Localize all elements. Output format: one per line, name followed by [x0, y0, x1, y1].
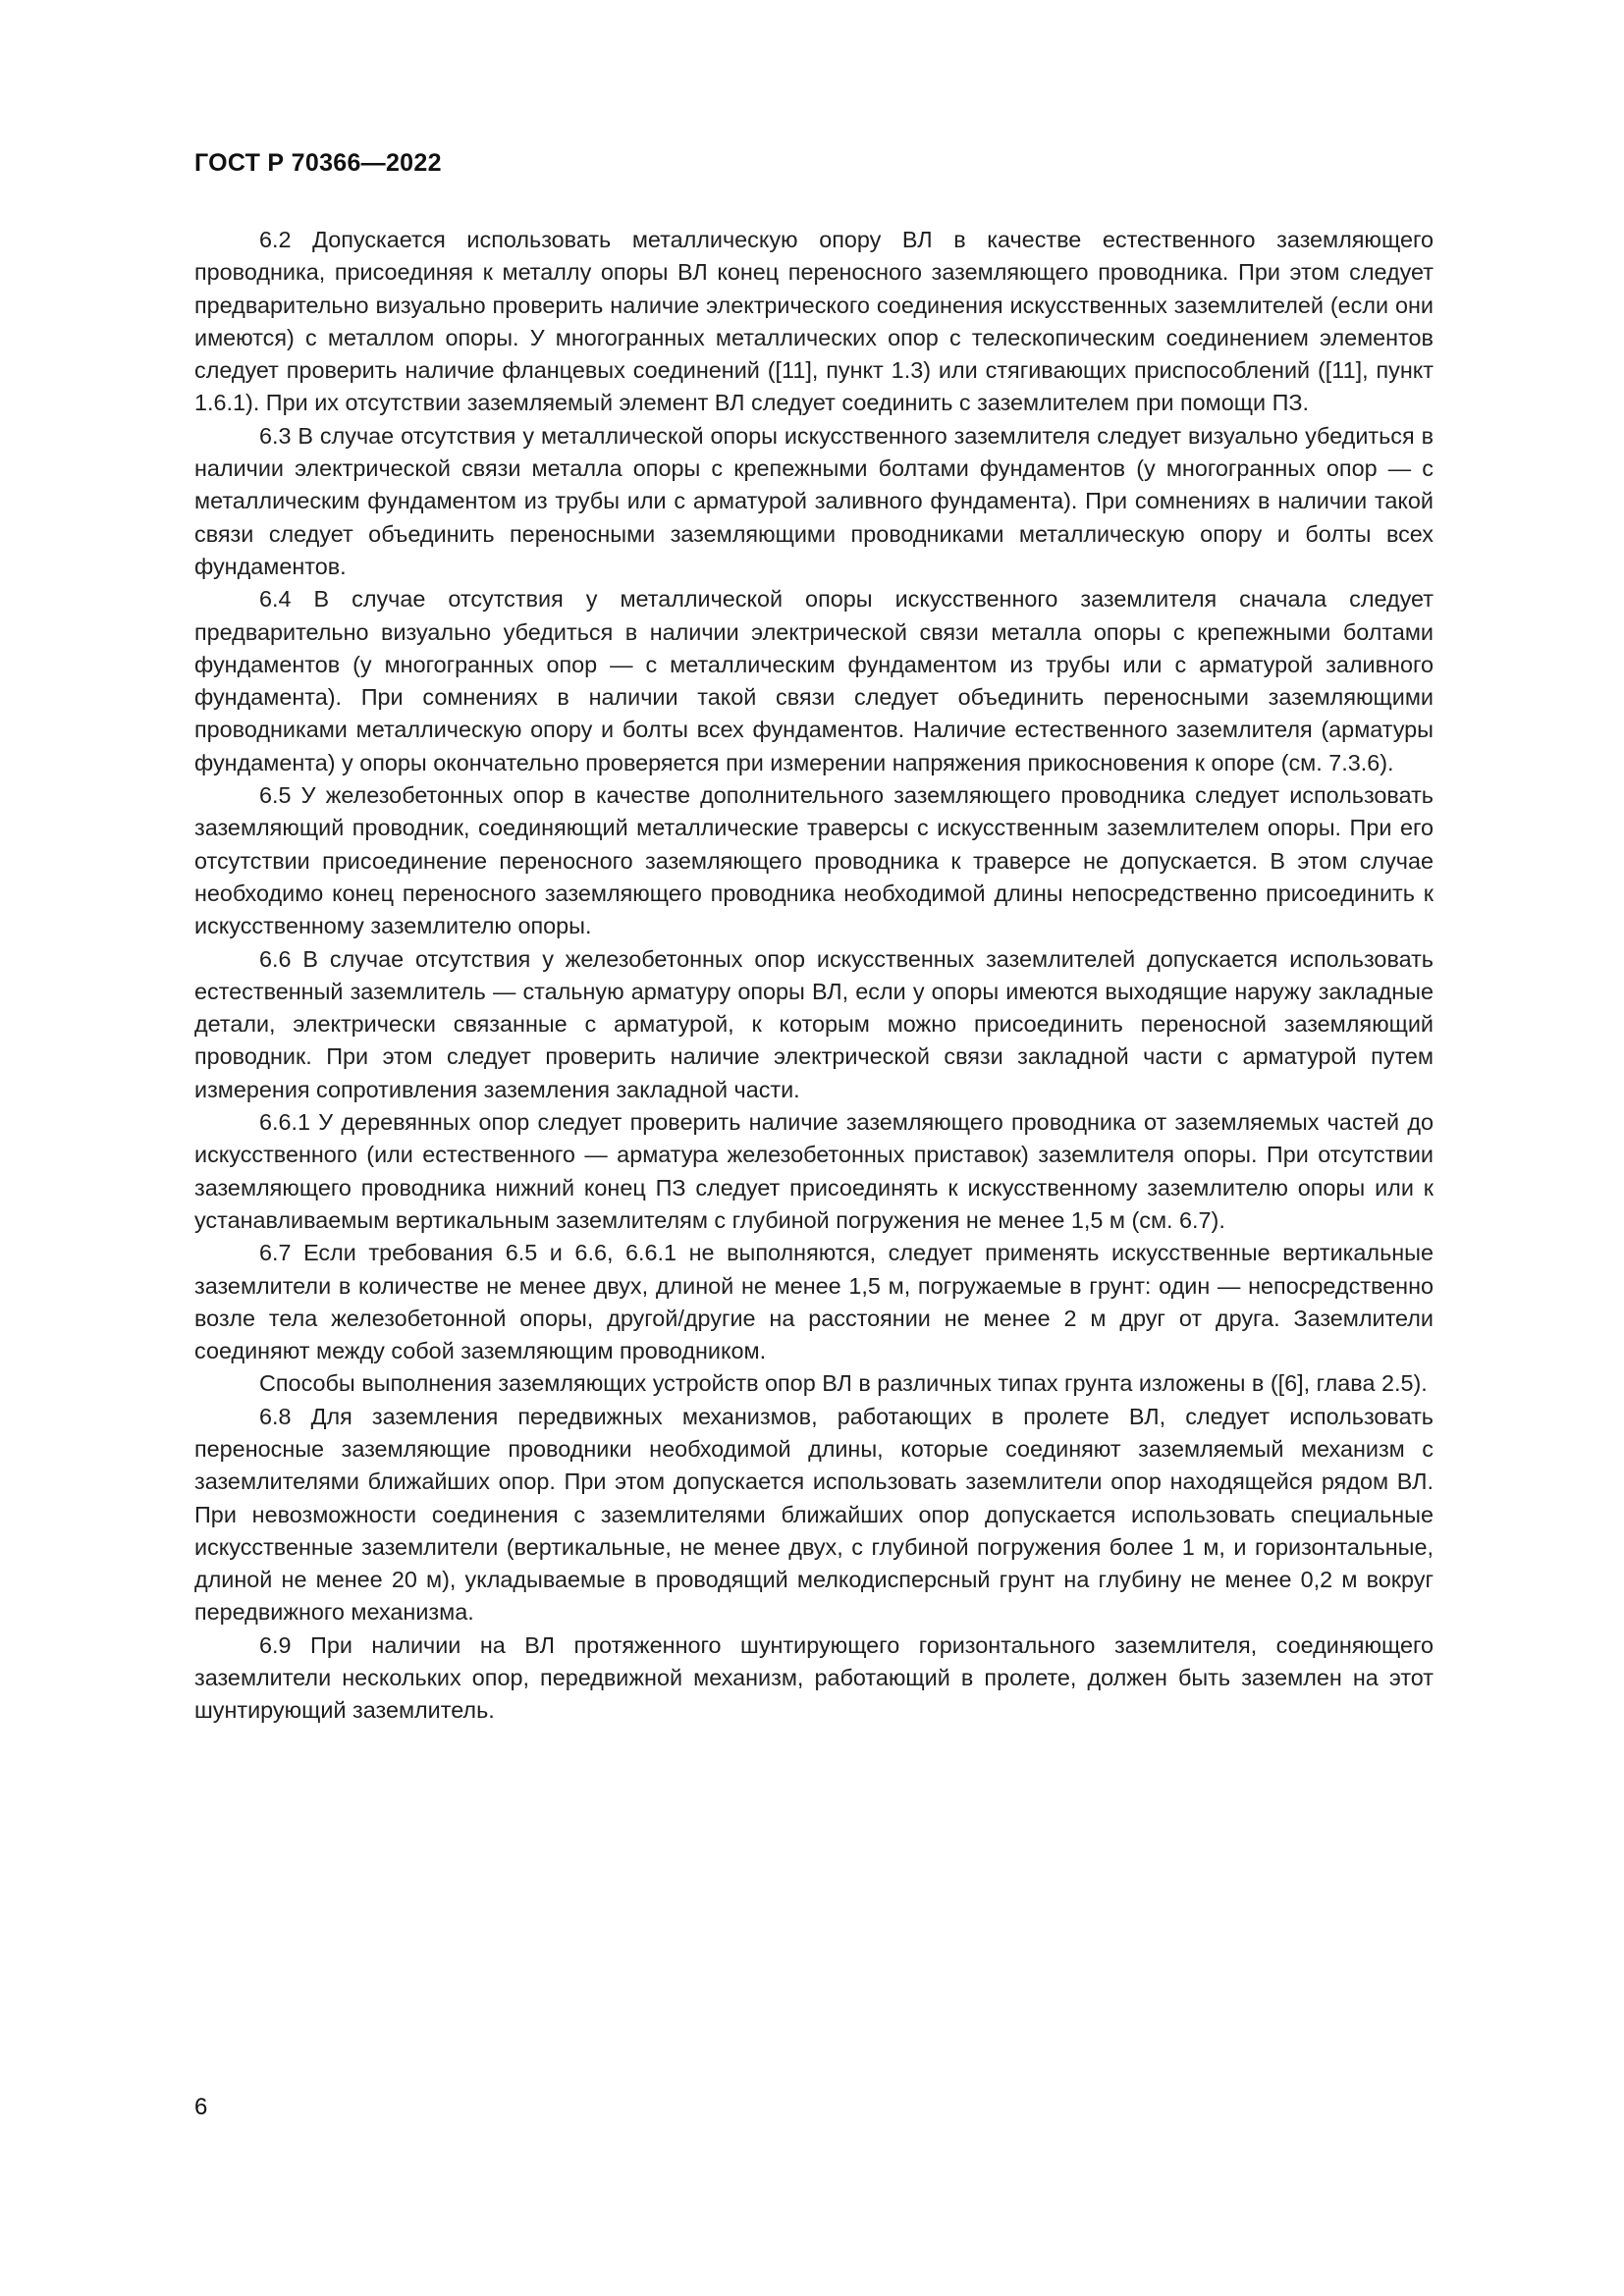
paragraph-6-7: 6.7 Если требования 6.5 и 6.6, 6.6.1 не выполняются, следует применять искусственные вертикальные заземлители в количестве не менее двух, длиной не менее 1,5 м, погружаемые в грунт: один — непосредственно возле тела железобетонной опоры, другой/другие на расстоянии не менее 2 м друг от друга. Заземлители соединяют между собой заземляющим проводником.	[194, 1240, 1434, 1364]
paragraph-6-4: 6.4 В случае отсутствия у металлической опоры искусственного заземлителя сначала следует предварительно визуально убедиться в наличии электрической связи металла опоры с крепежными болтами фундаментов (у многогранных опор — с металлическим фундаментом из трубы или с арматурой заливного фундамента). При сомнениях в наличии такой связи следует объединить переносными заземляющими проводниками металлическую опору и болты всех фундаментов. Наличие естественного заземлителя (арматуры фундамента) у опоры окончательно проверяется при измерении напряжения прикосновения к опоре (см. 7.3.6).	[194, 586, 1434, 775]
paragraph-6-6: 6.6 В случае отсутствия у железобетонных опор искусственных заземлителей допускается использовать естественный заземлитель — стальную арматуру опоры ВЛ, если у опоры имеются выходящие наружу закладные детали, электрически связанные с арматурой, к которым можно присоединить переносной заземляющий проводник. При этом следует проверить наличие электрической связи закладной части с арматурой путем измерения сопротивления заземления закладной части.	[194, 945, 1434, 1102]
paragraph-6-5: 6.5 У железобетонных опор в качестве дополнительного заземляющего проводника следует использовать заземляющий проводник, соединяющий металлические траверсы с искусственным заземлителем опоры. При его отсутствии присоединение переносного заземляющего проводника к траверсе не допускается. В этом случае необходимо конец переносного заземляющего проводника необходимой длины непосредственно присоединить к искусственному заземлителю опоры.	[194, 782, 1434, 939]
paragraph-6-8: 6.8 Для заземления передвижных механизмов, работающих в пролете ВЛ, следует использовать переносные заземляющие проводники необходимой длины, которые соединяют заземляемый механизм с заземлителями ближайших опор. При этом допускается использовать заземлители опор находящейся рядом ВЛ. При невозможности соединения с заземлителями ближайших опор допускается использовать специальные искусственные заземлители (вертикальные, не менее двух, с глубиной погружения более 1 м, и горизонтальные, длиной не менее 20 м), укладываемые в проводящий мелкодисперсный грунт на глубину не менее 0,2 м вокруг передвижного механизма.	[194, 1403, 1434, 1626]
document-code-header: ГОСТ Р 70366—2022	[194, 149, 442, 177]
paragraph-grounting-methods: Способы выполнения заземляющих устройств опор ВЛ в различных типах грунта изложены в ([6], глава 2.5).	[259, 1370, 1428, 1397]
document-body	[194, 224, 1434, 1728]
paragraph-6-2: 6.2 Допускается использовать металлическую опору ВЛ в качестве естественного заземляющего проводника, присоединяя к металлу опоры ВЛ конец переносного заземляющего проводника. При этом следует предварительно визуально проверить наличие электрического соединения искусственных заземлителей (если они имеются) с металлом опоры. У многогранных металлических опор с телескопическим соединением элементов следует проверить наличие фланцевых соединений ([11], пункт 1.3) или стягивающих приспособлений ([11], пункт 1.6.1). При их отсутствии заземляемый элемент ВЛ следует соединить с заземлителем при помощи ПЗ.	[194, 227, 1434, 416]
paragraph-6-3: 6.3 В случае отсутствия у металлической опоры искусственного заземлителя следует визуально убедиться в наличии электрической связи металла опоры с крепежными болтами фундаментов (у многогранных опор — с металлическим фундаментом из трубы или с арматурой заливного фундамента). При сомнениях в наличии такой связи следует объединить переносными заземляющими проводниками металлическую опору и болты всех фундаментов.	[194, 422, 1434, 579]
paragraph-6-9: 6.9 При наличии на ВЛ протяженного шунтирующего горизонтального заземлителя, соединяющего заземлители нескольких опор, передвижной механизм, работающий в пролете, должен быть заземлен на этот шунтирующий заземлитель.	[194, 1631, 1434, 1724]
page-number: 6	[194, 2094, 208, 2120]
paragraph-6-6-1: 6.6.1 У деревянных опор следует проверить наличие заземляющего проводника от заземляемых частей до искусственного (или естественного — арматура железобетонных приставок) заземлителя опоры. При отсутствии заземляющего проводника нижний конец ПЗ следует присоединять к искусственному заземлителю опоры или к устанавливаемым вертикальным заземлителям с глубиной погружения не менее 1,5 м (см. 6.7).	[194, 1109, 1434, 1233]
